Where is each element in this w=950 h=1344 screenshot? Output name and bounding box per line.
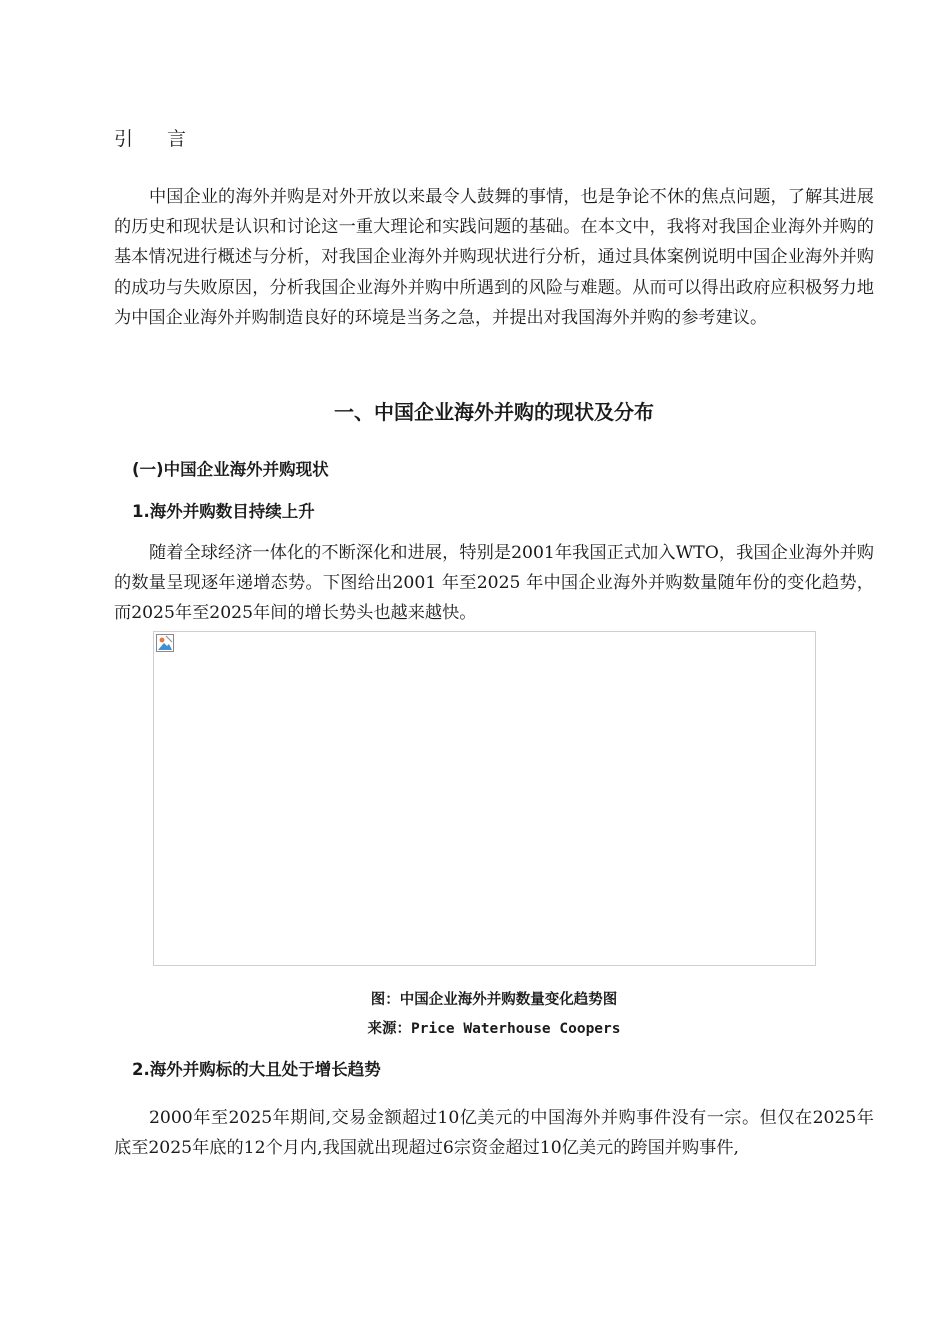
item2-paragraph: 2000年至2025年期间,交易金额超过10亿美元的中国海外并购事件没有一宗。但仅在2025年底至2025年底的12个月内,我国就出现超过6宗资金超过10亿美元的跨国并购事件, (114, 1108, 874, 1159)
subsection-heading: (一)中国企业海外并购现状 (132, 460, 329, 479)
intro-paragraph: 中国企业的海外并购是对外开放以来最令人鼓舞的事情，也是争论不休的焦点问题，了解其进展的历史和现状是认识和讨论这一重大理论和实践问题的基础。在本文中，我将对我国企业海外并购的基本情况进行概述与分析，对我国企业海外并购现状进行分析，通过具体案例说明中国企业海外并购的成功与失败原因，分析我国企业海外并购中所遇到的风险与难题。从而可以得出政府应积极努力地为中国企业海外并购制造良好的环境是当务之急，并提出对我国海外并购的参考建议。 (114, 187, 874, 328)
figure-source: 来源：Price Waterhouse Coopers (367, 1021, 621, 1037)
section-heading: 一、中国企业海外并购的现状及分布 (334, 400, 654, 424)
figure-image-placeholder (153, 631, 816, 966)
item1-paragraph: 随着全球经济一体化的不断深化和进展，特别是2001年我国正式加入WTO，我国企业海外并购的数量呈现逐年递增态势。下图给出2001 年至2025 年中国企业海外并购数量随年份的变化趋势，而2025年至2025年间的增长势头也越来越快。 (114, 543, 874, 624)
intro-label: 引 言 (114, 128, 201, 150)
item1-heading: 1.海外并购数目持续上升 (132, 502, 315, 521)
item2-heading: 2.海外并购标的大且处于增长趋势 (132, 1060, 381, 1079)
figure-caption: 图：中国企业海外并购数量变化趋势图 (370, 992, 618, 1008)
broken-image-icon (156, 634, 174, 652)
